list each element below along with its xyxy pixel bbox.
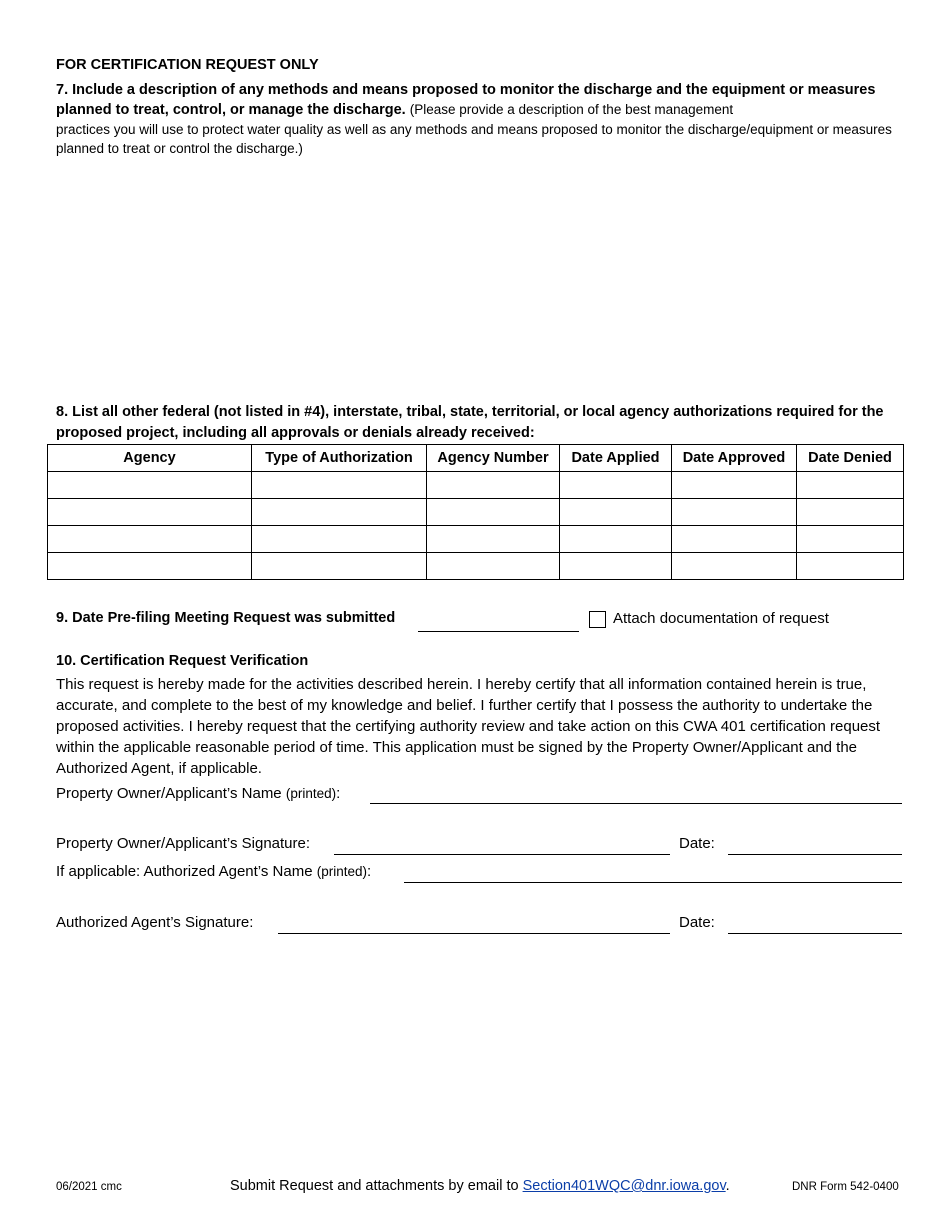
table-cell[interactable] (797, 526, 904, 553)
submission-instructions (230, 1178, 730, 1194)
table-cell[interactable] (672, 499, 797, 526)
column-header-agency-number: Agency Number (427, 445, 560, 472)
column-header-date-applied: Date Applied (560, 445, 672, 472)
table-cell[interactable] (48, 553, 252, 580)
table-row (48, 526, 904, 553)
table-cell[interactable] (797, 499, 904, 526)
table-cell[interactable] (427, 526, 560, 553)
owner-name-field[interactable] (370, 803, 902, 804)
owner-name-label-text: Property Owner/Applicant’s Name (56, 785, 282, 802)
section-7-question (56, 80, 896, 158)
section-header: FOR CERTIFICATION REQUEST ONLY (56, 57, 319, 73)
table-cell[interactable] (48, 499, 252, 526)
section-10-heading: 10. Certification Request Verification (56, 653, 309, 669)
column-header-date-denied: Date Denied (797, 445, 904, 472)
table-row (48, 472, 904, 499)
section-7-response-area[interactable] (56, 165, 902, 390)
owner-signature-label: Property Owner/Applicant’s Signature: (56, 835, 311, 852)
attach-documentation-label: Attach documentation of request (613, 610, 829, 627)
certification-statement: This request is hereby made for the activities described herein. I hereby certify that all information contained herein is true, accurate, and complete to the best of my knowledge and belief. I further certify that I possess the authority to undertake the proposed activities. I hereby request that the certifying authority review and take action on this CWA 401 certification request within the applicable reasonable period of time. This application must be signed by the Property Owner/Applicant and the Authorized Agent, if applicable. (56, 676, 881, 777)
section-9-label: 9. Date Pre-filing Meeting Request was submitted (56, 610, 396, 626)
table-cell[interactable] (560, 553, 672, 580)
table-cell[interactable] (560, 526, 672, 553)
authorizations-table (47, 444, 904, 580)
owner-name-label: Property Owner/Applicant’s Name (printed): (56, 785, 341, 802)
column-header-date-approved: Date Approved (672, 445, 797, 472)
agent-signature-field[interactable] (278, 933, 670, 934)
agent-name-label: If applicable: Authorized Agent’s Name (printed): (56, 863, 372, 880)
table-cell[interactable] (252, 553, 427, 580)
agent-date-label: Date: (679, 914, 715, 931)
section-7-title: 7. Include a description of any methods and means proposed to monitor the discharge and the equipment or measures planned to treat, control, or manage the discharge. (56, 82, 876, 118)
table-cell[interactable] (252, 499, 427, 526)
owner-date-label: Date: (679, 835, 715, 852)
agent-name-label-text: If applicable: Authorized Agent’s Name (56, 863, 313, 880)
section-7-instruction-part1: (Please provide a description of the best management (409, 102, 734, 117)
section-8-heading: 8. List all other federal (not listed in #4), interstate, tribal, state, territorial, or local agency authorizations required for the proposed project, including all approvals or denials already received: (56, 404, 884, 441)
submission-period: . (725, 1178, 730, 1194)
table-header-row (48, 445, 904, 472)
section-7-instruction-part2: practices you will use to protect water quality as well as any methods and means proposed to monitor the discharge/equipment or measures planned to treat or control the discharge.) (56, 122, 892, 156)
table-cell[interactable] (48, 472, 252, 499)
table-cell[interactable] (672, 526, 797, 553)
table-cell[interactable] (427, 499, 560, 526)
table-cell[interactable] (797, 553, 904, 580)
table-cell[interactable] (672, 553, 797, 580)
table-cell[interactable] (427, 472, 560, 499)
column-header-agency: Agency (48, 445, 252, 472)
agent-signature-label: Authorized Agent’s Signature: (56, 914, 254, 931)
column-header-type-of-authorization: Type of Authorization (252, 445, 427, 472)
owner-date-field[interactable] (728, 854, 902, 855)
table-row (48, 553, 904, 580)
agent-name-field[interactable] (404, 882, 902, 883)
prefiling-date-field[interactable] (418, 631, 579, 632)
table-cell[interactable] (797, 472, 904, 499)
table-cell[interactable] (427, 553, 560, 580)
form-revision-date: 06/2021 cmc (56, 1181, 122, 1193)
table-row (48, 499, 904, 526)
owner-signature-field[interactable] (334, 854, 670, 855)
email-link[interactable]: Section401WQC@dnr.iowa.gov (522, 1178, 726, 1194)
printed-note: (printed) (316, 864, 368, 879)
table-cell[interactable] (560, 499, 672, 526)
table-cell[interactable] (672, 472, 797, 499)
table-cell[interactable] (252, 472, 427, 499)
submission-text: Submit Request and attachments by email to (230, 1178, 519, 1194)
table-cell[interactable] (48, 526, 252, 553)
table-cell[interactable] (252, 526, 427, 553)
agent-date-field[interactable] (728, 933, 902, 934)
form-number: DNR Form 542-0400 (792, 1181, 899, 1193)
attach-documentation-checkbox[interactable] (589, 611, 606, 628)
printed-note: (printed) (285, 786, 337, 801)
table-cell[interactable] (560, 472, 672, 499)
